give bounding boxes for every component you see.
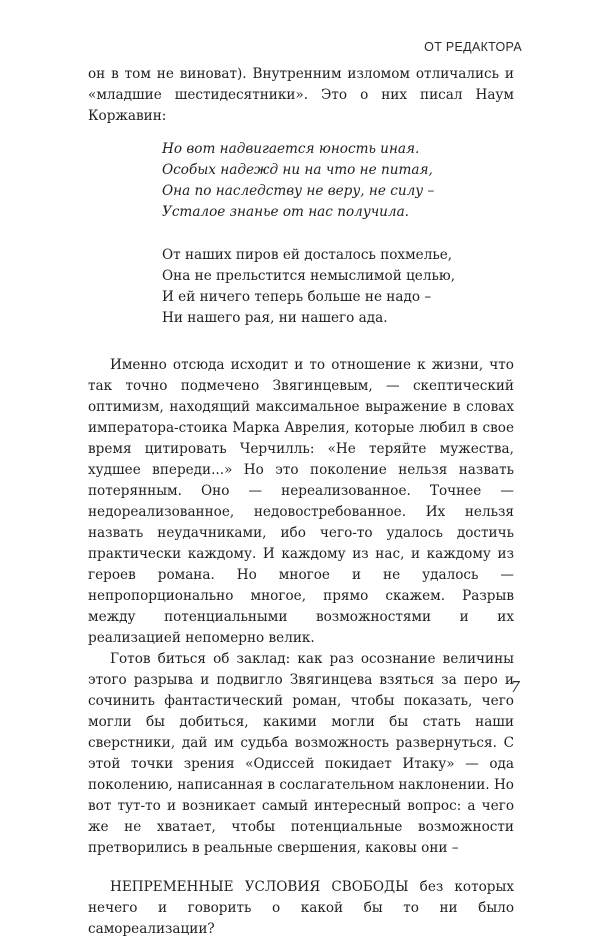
body-paragraph: Именно отсюда исходит и то отношение к жизни, что так точно подмечено Звягинцевым, — скептический оптимизм, находящий максимальное выражение в словах императора-стоика Марка Аврелия, которые любил в свое время цитировать Черчилль: «Не теряйте мужества, худшее впереди...» Но это поколение нельзя назвать потерянным. Оно — нереализованное. Точнее — недореализованное, недовостребованное. Их нельзя назвать неудачниками, ибо чего-то удалось достичь практически каждому. И каждому из нас, и каждому из героев романа. Но многое и не удалось — непропорционально многое, прямо скажем. Разрыв между потенциальными возможностями и их реализацией непомерно велик. [88, 357, 514, 646]
page-number: 7 [510, 678, 520, 696]
poem-line: Особых надежд ни на что не питая, [162, 162, 433, 178]
poem-line: Усталое знанье от нас получила. [162, 204, 409, 220]
poem-stanza-2 [162, 245, 514, 329]
poem-line: Но вот надвигается юность иная. [162, 141, 420, 157]
intro-paragraph: он в том не виноват). Внутренним изломом отличались и «младшие шестидесятники». Это о них писал Наум Коржавин: [88, 66, 514, 124]
body-paragraph: Готов биться об заклад: как раз осознание величины этого разрыва и подвигло Звягинцева взяться за перо и сочинить фантастический роман, чтобы показать, чего могли бы добиться, какими могли бы стать наши сверстники, дай им судьба возможность развернуться. С этой точки зрения «Одиссей покидает Итаку» — ода поколению, написанная в сослагательном наклонении. Но вот тут-то и возникает самый интересный вопрос: а чего же не хватает, чтобы потенциальные возможности претворились в реальные свершения, каковы они – [88, 651, 514, 856]
page-body [88, 64, 514, 940]
poem-line: Она не прельстится немыслимой целью, [162, 268, 456, 284]
poem-line: Она по наследству не веру, не силу – [162, 183, 435, 199]
poem-stanza-1 [162, 139, 514, 223]
poem-line: И ей ничего теперь больше не надо – [162, 289, 432, 305]
body-paragraph: НЕПРЕМЕННЫЕ УСЛОВИЯ СВОБОДЫ без которых нечего и говорить о какой бы то ни было самореализации? [88, 879, 514, 937]
running-header: ОТ РЕДАКТОРА [424, 40, 522, 54]
poem-line: От наших пиров ей досталось похмелье, [162, 247, 453, 263]
poem-line: Ни нашего рая, ни нашего ада. [162, 310, 388, 326]
poem-quote [162, 139, 514, 329]
